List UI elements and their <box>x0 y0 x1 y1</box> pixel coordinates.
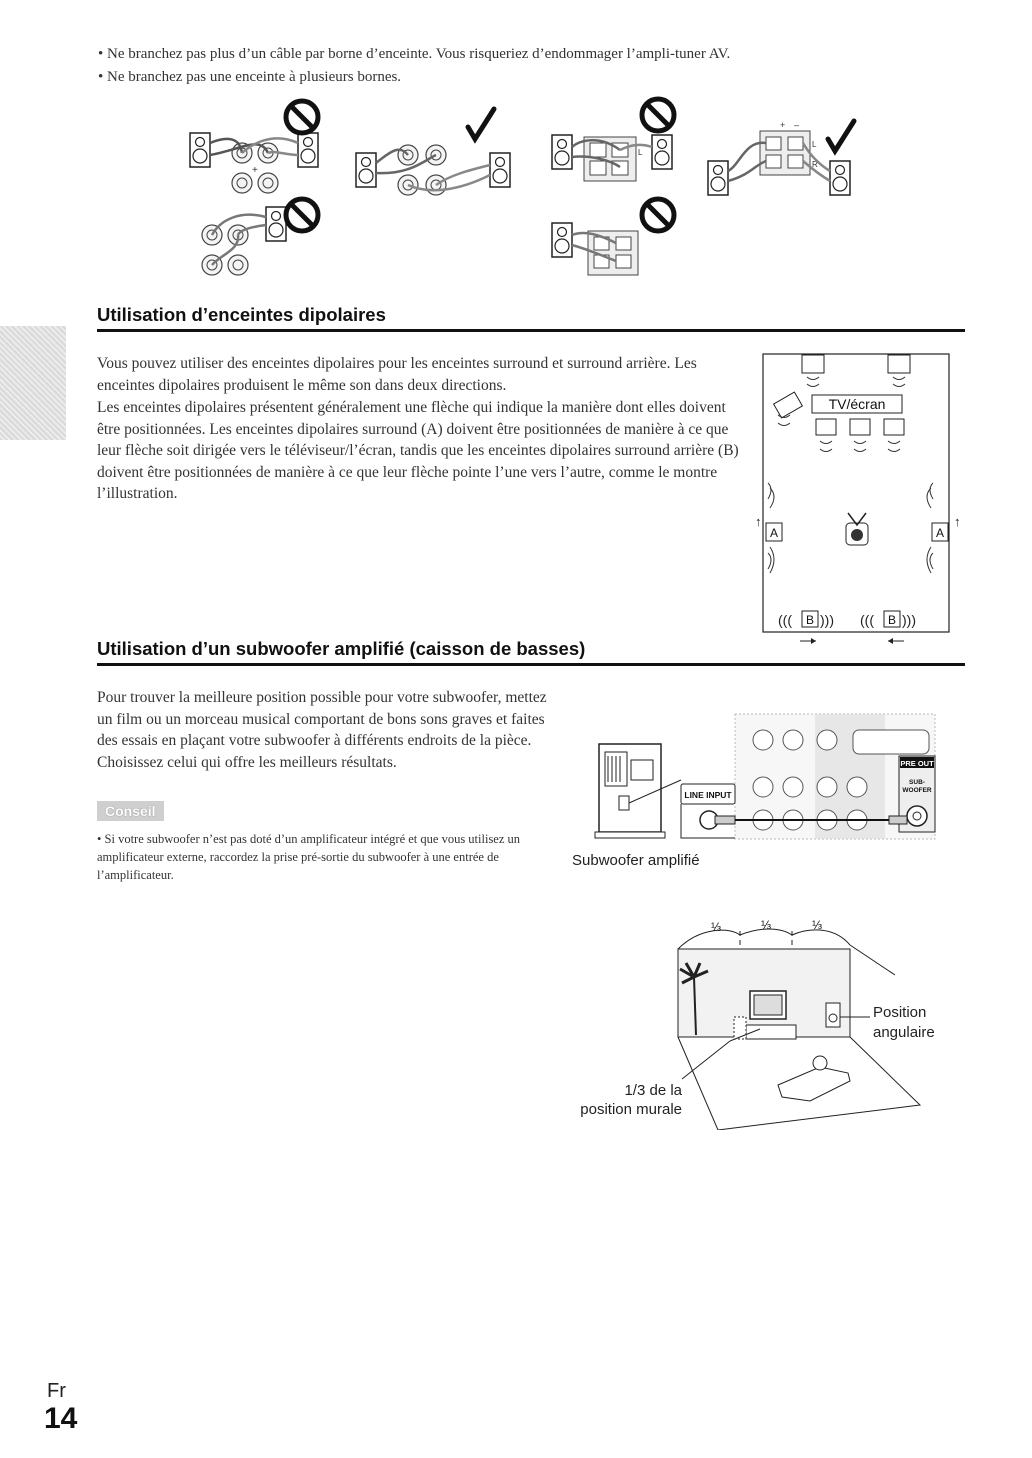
plus-label: + <box>780 120 786 130</box>
bullet-dot: • <box>97 832 105 846</box>
third-label-3: ⅓ <box>812 918 823 932</box>
not-allowed-icon <box>286 199 318 231</box>
wall-position-label <box>572 1081 682 1119</box>
bullet-text: Ne branchez pas une enceinte à plusieurs bornes. <box>107 69 402 85</box>
check-icon <box>828 121 854 151</box>
woofer-label: WOOFER <box>902 787 932 794</box>
section-title-subwoofer: Utilisation d’un subwoofer amplifié (caisson de basses) <box>97 638 586 659</box>
arrow-left-up: ↑ <box>755 514 762 529</box>
minus-label: – <box>794 120 800 130</box>
side-tab <box>0 326 66 440</box>
section-title-dipole: Utilisation d’enceintes dipolaires <box>97 304 386 325</box>
dipole-paragraph-1: Vous pouvez utiliser des enceintes dipolaires pour les enceintes surround et surround arrière. Les enceintes dipolaires produisent le même son dans deux directions. <box>97 355 697 394</box>
subwoofer-connection-diagram <box>585 712 940 847</box>
bullet-text: Ne branchez pas plus d’un câble par borne d’enceinte. Vous risqueriez d’endommager l’ampli-tuner AV. <box>107 46 731 62</box>
svg-text:))): ))) <box>902 612 916 628</box>
wall-label-line1: 1/3 de la <box>624 1082 682 1099</box>
rear-speaker-right <box>860 611 916 628</box>
pre-out-label: PRE OUT <box>900 759 934 768</box>
third-label-2: ⅓ <box>761 918 772 932</box>
not-allowed-icon <box>286 101 318 133</box>
subwoofer-paragraph: Pour trouver la meilleure position possible pour votre subwoofer, mettez un film ou un morceau musical comportant de bons sons graves et faites des essais en plaçant votre subwoofer à différents endroits de la pièce. Choisissez celui qui offre les meilleurs résultats. <box>97 689 547 771</box>
not-allowed-icon <box>642 199 674 231</box>
label-a-left: A <box>769 526 779 540</box>
wiring-panel-4 <box>708 120 854 195</box>
wall-label-line2: position murale <box>580 1101 682 1118</box>
label-b-right: B <box>887 613 897 627</box>
dipole-diagram <box>762 353 954 653</box>
label-b-left: B <box>805 613 815 627</box>
r-label: R <box>812 160 818 169</box>
page-number: 14 <box>44 1402 78 1435</box>
l-label: L <box>812 140 817 149</box>
tip-text <box>97 830 545 884</box>
not-allowed-icon <box>642 99 674 131</box>
l-label: L <box>638 148 643 157</box>
svg-text:(((: ((( <box>860 612 874 628</box>
subwoofer-caption: Subwoofer amplifié <box>572 852 700 869</box>
bullet-dot: • <box>98 46 108 62</box>
wiring-panel-3b <box>552 199 674 275</box>
arrow-right-up: ↑ <box>954 514 961 529</box>
svg-text:(((: ((( <box>778 612 792 628</box>
sub-label: SUB- <box>909 779 925 786</box>
dipole-paragraph-2: Les enceintes dipolaires présentent généralement une flèche qui indique la manière dont elles doivent être positionnées. Les enceintes dipolaires surround (A) doivent être positionnées de manière à ce que leur flèche soit dirigée vers le téléviseur/l’écran, tandis que les enceintes dipolaires surround arrière (B) doivent être positionnées de manière à ce que leur flèche pointe l’une vers l’autre, comme le montre l’illustration. <box>97 399 739 503</box>
tv-label: TV/écran <box>828 396 886 412</box>
intro-bullet-2 <box>98 66 978 88</box>
tip-body: Si votre subwoofer n’est pas doté d’un amplificateur intégré et que vous utilisez un amplificateur externe, raccordez la prise pré-sortie du subwoofer à une entrée de l’amplificateur. <box>97 832 521 882</box>
wiring-panel-1 <box>190 101 318 193</box>
tip-label: Conseil <box>97 801 164 821</box>
position-label-line1: Position <box>873 1004 927 1021</box>
line-input-label: LINE INPUT <box>684 790 732 800</box>
check-icon <box>468 109 494 139</box>
wiring-examples-figure <box>180 95 870 290</box>
position-angulaire-label <box>873 1003 935 1043</box>
svg-text:))): ))) <box>820 612 834 628</box>
position-label-line2: angulaire <box>873 1024 935 1041</box>
footer-lang: Fr <box>47 1380 66 1402</box>
wiring-panel-1b <box>202 199 318 275</box>
section-rule <box>97 329 965 332</box>
rear-speaker-left <box>778 611 834 628</box>
wiring-panel-3 <box>552 99 674 181</box>
third-label-1: ⅓ <box>711 920 722 934</box>
plus-label: + <box>252 165 258 176</box>
section-rule <box>97 663 965 666</box>
label-a-right: A <box>935 526 945 540</box>
intro-bullet-1 <box>98 43 978 65</box>
listener-chair-icon <box>778 1056 850 1101</box>
bullet-dot: • <box>98 69 108 85</box>
wiring-panel-2 <box>356 109 510 195</box>
